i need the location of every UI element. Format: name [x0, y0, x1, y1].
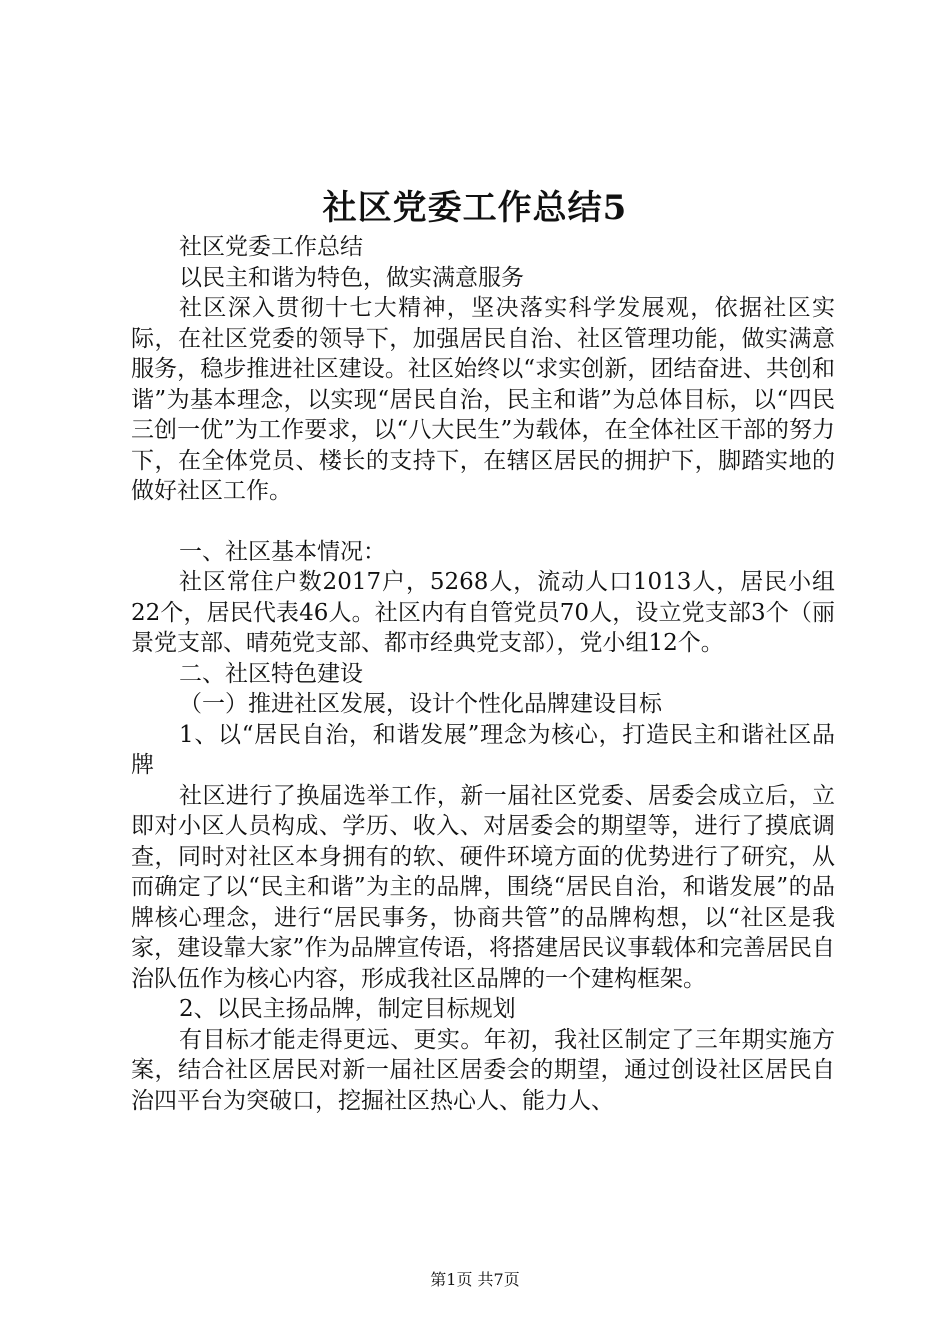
paragraph-goals: 有目标才能走得更远、更实。年初，我社区制定了三年期实施方案，结合社区居民对新一届社区居委会的期望，通过创设社区居民自治四平台为突破口，挖掘社区热心人、能力人、 [131, 1026, 835, 1114]
paragraph-intro: 社区深入贯彻十七大精神，坚决落实科学发展观，依据社区实际，在社区党委的领导下，加强居民自治、社区管理功能，做实满意服务，稳步推进社区建设。社区始终以“求实创新，团结奋进、共创和谐”为基本理念，以实现“居民自治，民主和谐”为总体目标，以“四民三创一优”为工作要求，以“八大民生”为载体，在全体社区干部的努力下，在全体党员、楼长的支持下，在辖区居民的拥护下，脚踏实地的做好社区工作。 [131, 295, 835, 504]
section-heading-features: 二、社区特色建设 [179, 660, 363, 687]
document-body [131, 232, 835, 1116]
section-heading-basic-info: 一、社区基本情况： [179, 538, 386, 565]
paragraph-brand-details: 社区进行了换届选举工作，新一届社区党委、居委会成立后，立即对小区人员构成、学历、收入、对居委会的期望等，进行了摸底调查，同时对社区本身拥有的软、硬件环境方面的优势进行了研究，从而确定了以“民主和谐”为主的品牌，围绕“居民自治，和谐发展”的品牌核心理念，进行“居民事务，协商共管”的品牌构想，以“社区是我家，建设靠大家”作为品牌宣传语，将搭建居民议事载体和完善居民自治队伍作为核心内容，形成我社区品牌的一个建构框架。 [131, 782, 835, 992]
paragraph-heading: 社区党委工作总结 [179, 234, 363, 260]
paragraph-basic-info: 社区常住户数2017户，5268人，流动人口1013人，居民小组22个，居民代表46人。社区内有自管党员70人，设立党支部3个（丽景党支部、晴苑党支部、都市经典党支部），党小组12个。 [131, 569, 835, 656]
document-title: 社区党委工作总结5 [322, 188, 628, 228]
page-indicator: 第1页 共7页 [430, 1270, 520, 1289]
item-heading-2: 2、以民主扬品牌，制定目标规划 [179, 996, 516, 1022]
subsection-heading-brand: （一）推进社区发展，设计个性化品牌建设目标 [179, 691, 662, 717]
paragraph-subtitle: 以民主和谐为特色，做实满意服务 [179, 264, 524, 291]
item-heading-1: 1、以“居民自治，和谐发展”理念为核心，打造民主和谐社区品牌 [131, 721, 835, 778]
